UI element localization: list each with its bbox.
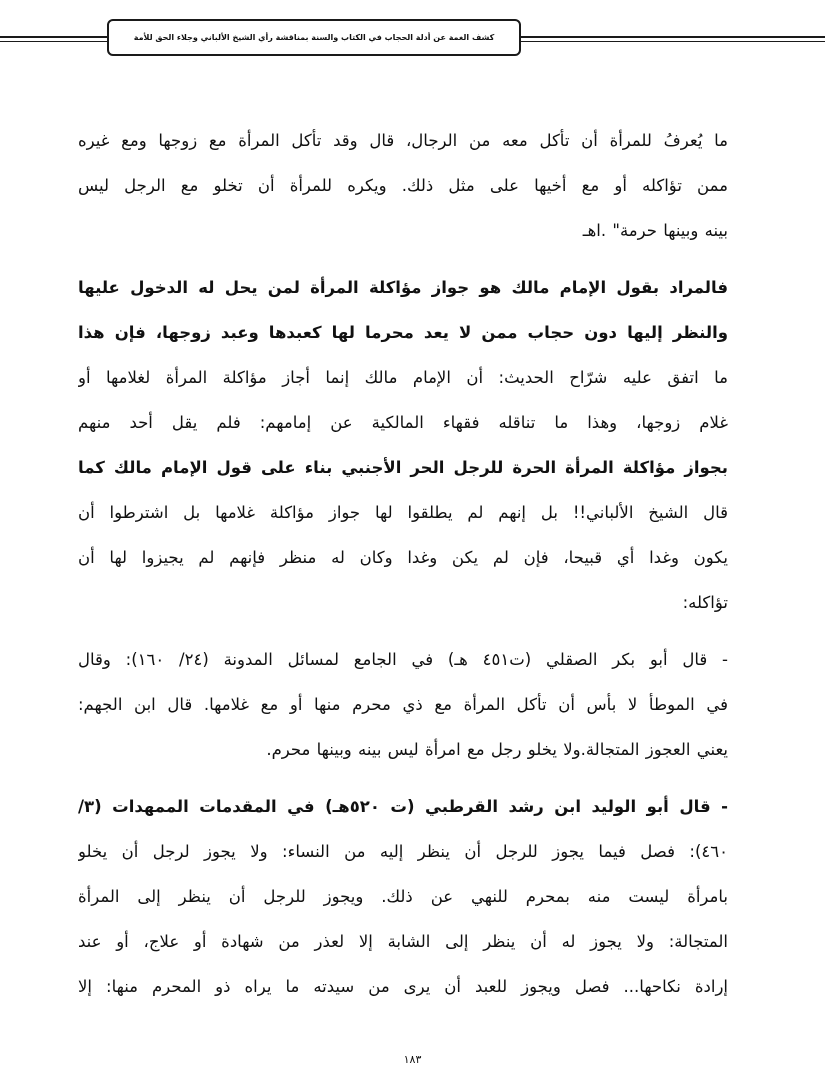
text-line: المتجالة: ولا يجوز له أن ينظر إلى الشابة إلا لعذر من شهادة أو علاج، أو عند bbox=[78, 932, 728, 951]
text-line: ممن تؤاكله أو مع أخيها على مثل ذلك. ويكره للمرأة أن تخلو مع الرجل ليس bbox=[78, 176, 728, 195]
text-line: في الموطأ لا بأس أن تأكل المرأة مع ذي محرم منها أو مع غلامها. قال ابن الجهم: bbox=[78, 695, 728, 714]
text-line: ٤٦٠): فصل فيما يجوز للرجل أن ينظر إليه من النساء: ولا يجوز لرجل أن يخلو bbox=[78, 842, 728, 861]
text-line: بامرأة ليست منه بمحرم للنهي عن ذلك. ويجوز للرجل أن ينظر إلى المرأة bbox=[78, 887, 728, 906]
running-header-title: كشف الغمة عن أدلة الحجاب في الكتاب والسنة بمناقشة رأي الشيخ الألباني وجلاء الحق للأمة bbox=[107, 19, 521, 56]
paragraph-1 bbox=[78, 118, 728, 253]
text-line: يكون وغدا أي قبيحا، فإن لم يكن وغدا وكان له منظر فإنهم لم يجيزوا لها أن bbox=[78, 548, 728, 567]
text-line: ما اتفق عليه شرّاح الحديث: أن الإمام مالك إنما أجاز مؤاكلة المرأة لغلامها أو bbox=[78, 368, 728, 387]
page-body bbox=[78, 118, 728, 1009]
text-line: ما يُعرفُ للمرأة أن تأكل معه من الرجال، قال وقد تأكل المرأة مع زوجها ومع غيره bbox=[78, 131, 728, 150]
text-line: - قال أبو بكر الصقلي (ت٤٥١ هـ) في الجامع لمسائل المدونة (٢٤/ ١٦٠): وقال bbox=[78, 650, 728, 669]
text-line: قال الشيخ الألباني!! بل إنهم لم يطلقوا لها جواز مؤاكلة غلامها بل اشترطوا أن bbox=[78, 503, 728, 522]
text-line: إرادة نكاحها... فصل ويجوز للعبد أن يرى من سيدته ما يراه ذو المحرم منها: إلا bbox=[78, 977, 728, 996]
paragraph-2 bbox=[78, 265, 728, 625]
text-line: - قال أبو الوليد ابن رشد القرطبي (ت ٥٢٠هـ) في المقدمات الممهدات (٣/ bbox=[78, 797, 728, 816]
paragraph-4 bbox=[78, 784, 728, 1009]
page-number: ١٨٣ bbox=[403, 1053, 422, 1066]
text-line: بجواز مؤاكلة المرأة الحرة للرجل الحر الأجنبي بناء على قول الإمام مالك كما bbox=[78, 458, 728, 477]
text-line: يعني العجوز المتجالة.ولا يخلو رجل مع امرأة ليس بينه وبينها محرم. bbox=[266, 740, 728, 759]
paragraph-3 bbox=[78, 637, 728, 772]
text-line: فالمراد بقول الإمام مالك هو جواز مؤاكلة المرأة لمن يحل له الدخول عليها bbox=[78, 278, 728, 297]
text-line: غلام زوجها، وهذا ما تناقله فقهاء المالكية عن إمامهم: فلم يقل أحد منهم bbox=[78, 413, 728, 432]
text-line: تؤاكله: bbox=[682, 593, 728, 612]
text-line: والنظر إليها دون حجاب ممن لا يعد محرما لها كعبدها وعبد زوجها، فإن هذا bbox=[78, 323, 728, 342]
text-line: بينه وبينها حرمة" .اهـ bbox=[582, 221, 728, 240]
